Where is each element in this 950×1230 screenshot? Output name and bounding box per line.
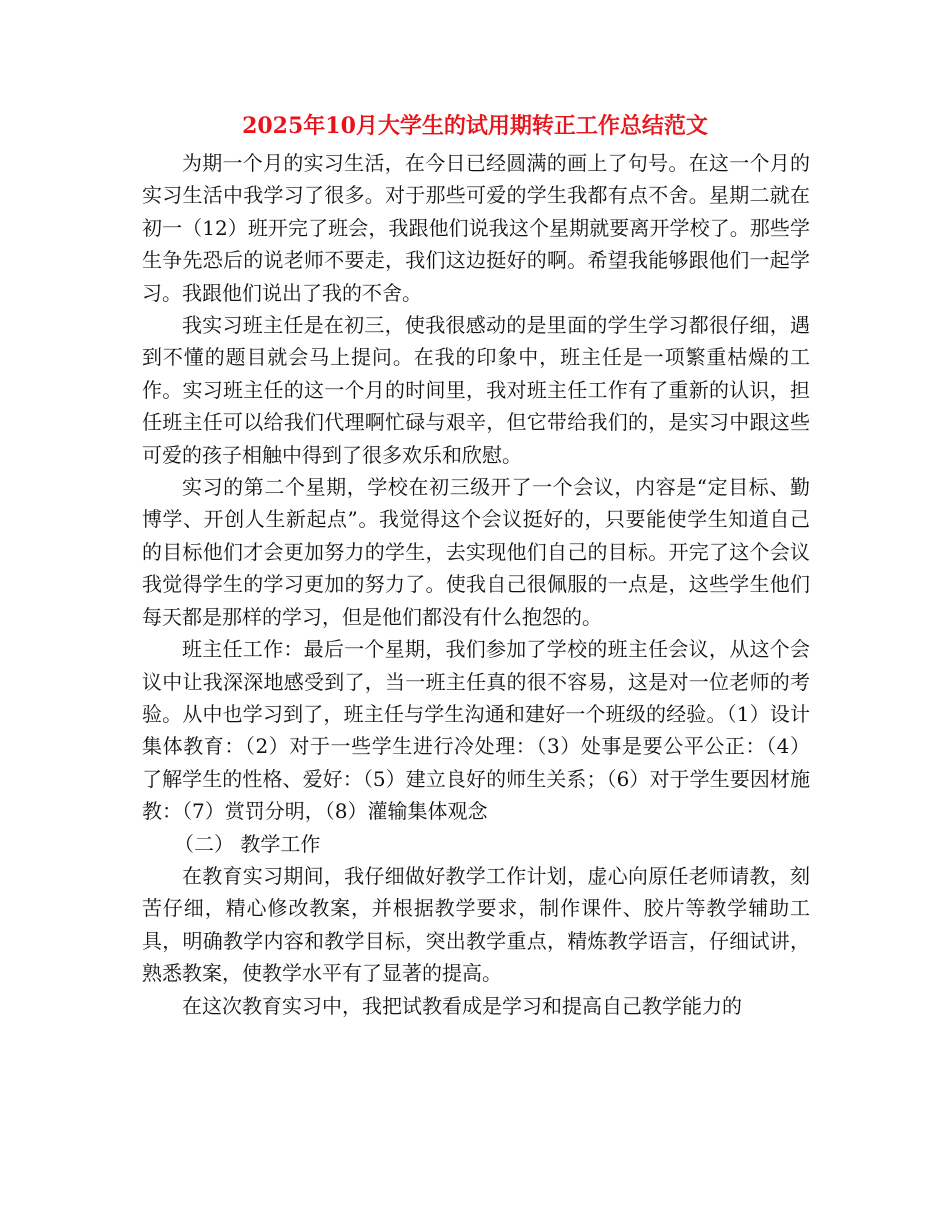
paragraph-internship-summary: 为期一个月的实习生活，在今日已经圆满的画上了句号。在这一个月的实习生活中我学习了很多。对于那些可爱的学生我都有点不舍。星期二就在初一（12）班开完了班会，我跟他们说我这个星期就要离开学校了。那些学生争先恐后的说老师不要走，我们这边挺好的啊。希望我能够跟他们一起学习。我跟他们说出了我的不舍。 <box>142 151 810 305</box>
document-body <box>142 147 810 1022</box>
paragraph-teaching-plan: 在教育实习期间，我仔细做好教学工作计划，虚心向原任老师请教，刻苦仔细，精心修改教案，并根据教学要求，制作课件、胶片等教学辅助工具，明确教学内容和教学目标，突出教学重点，精炼教学语言，仔细试讲，熟悉教案，使教学水平有了显著的提高。 <box>142 863 810 986</box>
paragraph-trial-teaching: 在这次教育实习中，我把试教看成是学习和提高自己教学能力的 <box>182 993 742 1018</box>
paragraph-second-week-meeting: 实习的第二个星期，学校在初三级开了一个会议，内容是“定目标、勤博学、开创人生新起点”。我觉得这个会议挺好的，只要能使学生知道自己的目标他们才会更加努力的学生，去实现他们自己的目标。开完了这个会议我觉得学生的学习更加的努力了。使我自己很佩服的一点是，这些学生他们每天都是那样的学习，但是他们都没有什么抱怨的。 <box>142 475 810 629</box>
paragraph-head-teacher-work: 班主任工作：最后一个星期，我们参加了学校的班主任会议，从这个会议中让我深深地感受到了，当一班主任真的很不容易，这是对一位老师的考验。从中也学习到了，班主任与学生沟通和建好一个班级的经验。（1）设计集体教育：（2）对于一些学生进行冷处理：（3）处事是要公平公正：（4）了解学生的性格、爱好：（5）建立良好的师生关系；（6）对于学生要因材施教：（7）赏罚分明，（8）灌输集体观念 <box>142 637 810 824</box>
document-title: 2025年10月大学生的试用期转正工作总结范文 <box>242 113 708 139</box>
paragraph-head-teacher-internship: 我实习班主任是在初三，使我很感动的是里面的学生学习都很仔细，遇到不懂的题目就会马上提问。在我的印象中，班主任是一项繁重枯燥的工作。实习班主任的这一个月的时间里，我对班主任工作有了重新的认识，担任班主任可以给我们代理啊忙碌与艰辛，但它带给我们的，是实习中跟这些可爱的孩子相触中得到了很多欢乐和欣慰。 <box>142 313 810 467</box>
section-heading-teaching-work: （二） 教学工作 <box>174 831 321 856</box>
